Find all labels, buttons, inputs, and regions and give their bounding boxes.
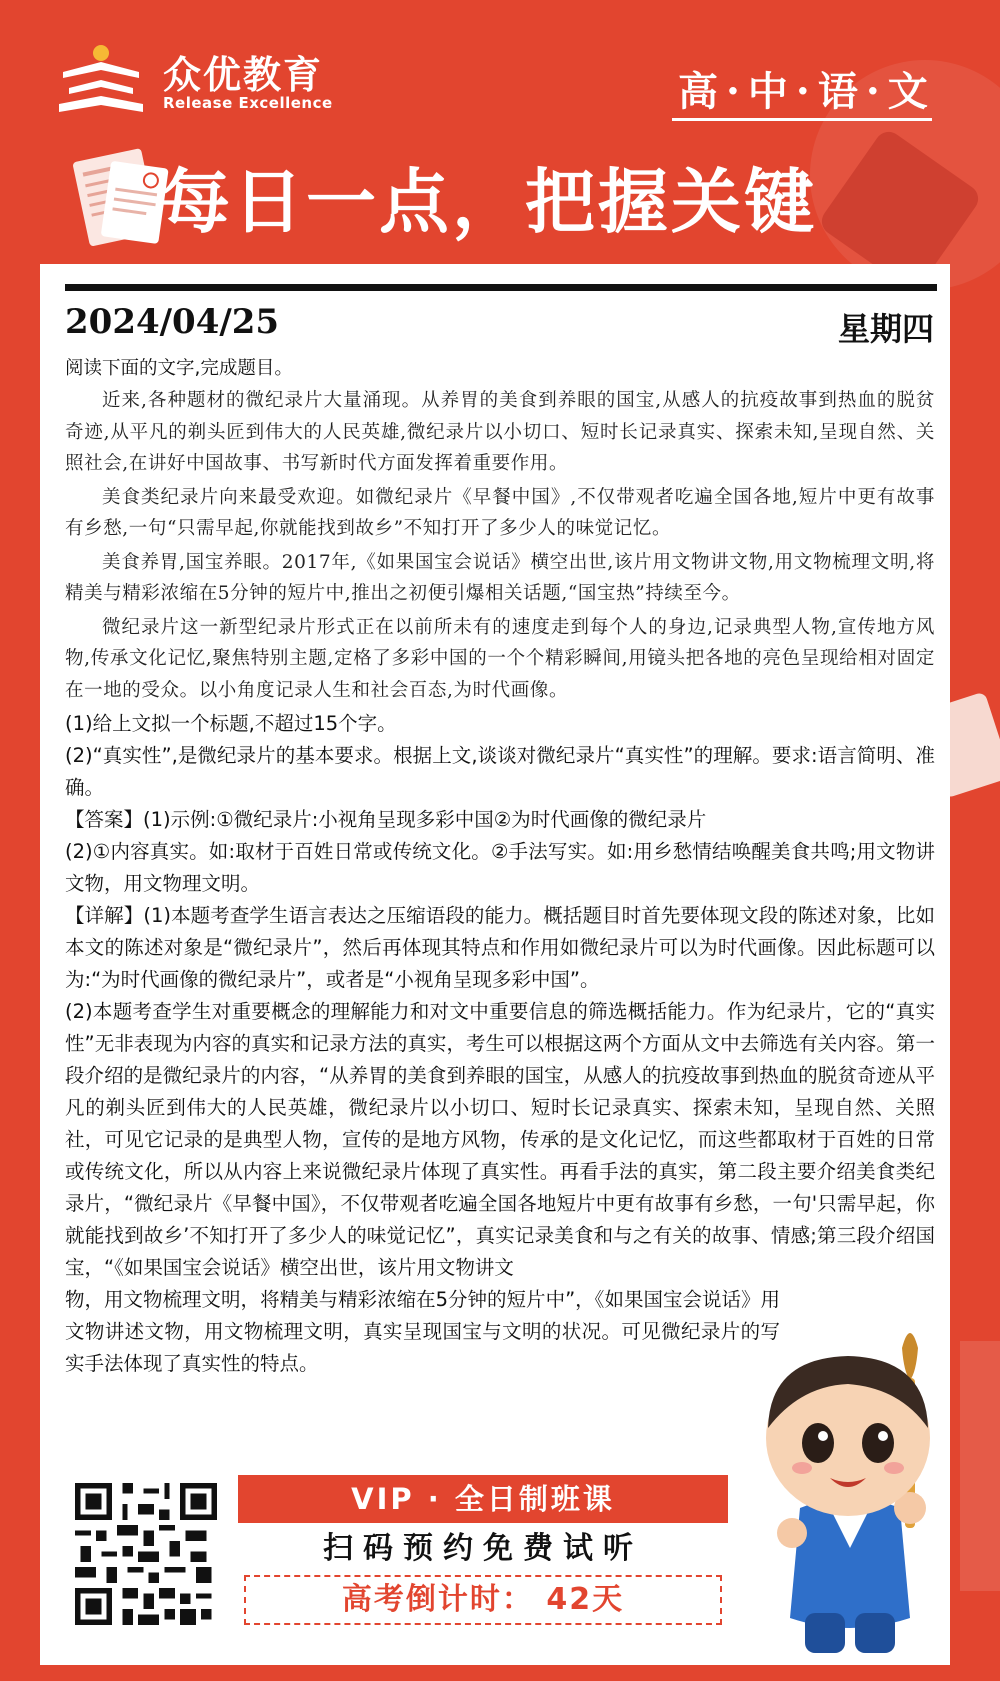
brand-name-cn: 众优教育 xyxy=(163,53,324,97)
qr-code-icon[interactable] xyxy=(70,1478,222,1630)
weekday-label: 星期四 xyxy=(837,310,934,348)
reading-passage xyxy=(65,385,935,706)
passage-paragraph: 近来,各种题材的微纪录片大量涌现。从养胃的美食到养眼的国宝,从感人的抗疫故事到热血的脱贫奇迹,从平凡的剃头匠到伟大的人民英雄,微纪录片以小切口、短时长记录真实、探索未知,呈现自然、关照社会,在讲好中国故事、书写新时代方面发挥着重要作用。 xyxy=(65,390,935,474)
scan-to-book-text: 扫码预约免费试听 xyxy=(323,1531,643,1566)
student-mascot-icon xyxy=(730,1318,970,1668)
explanation-tag: 【详解】 xyxy=(65,904,144,927)
explanation-text-1: (1)本题考查学生语言表达之压缩语段的能力。概括题目时首先要体现文段的陈述对象，比如本文的陈述对象是“微纪录片”，然后再体现其特点和作用如微纪录片可以为时代画像。因此标题可以为:“为时代画像的微纪录片”，或者是“小视角呈现多彩中国”。 xyxy=(65,904,935,991)
card-top-rule xyxy=(65,284,937,291)
passage-paragraph: 美食养胃,国宝养眼。2017年,《如果国宝会说话》横空出世,该片用文物讲文物,用文物梳理文明,将精美与精彩浓缩在5分钟的短片中,推出之初便引爆相关话题,“国宝热”持续至今。 xyxy=(65,551,935,604)
brand-logo xyxy=(55,38,333,118)
question-1: (1)给上文拟一个标题,不超过15个字。 xyxy=(65,712,397,735)
answer-tag: 【答案】 xyxy=(65,808,144,831)
explanation-part-1 xyxy=(65,900,935,996)
question-2: (2)“真实性”,是微纪录片的基本要求。根据上文,谈谈对微纪录片“真实性”的理解。要求:语言简明、准确。 xyxy=(65,744,935,799)
brand-name-en: Release Excellence xyxy=(163,94,333,112)
answer-part-1 xyxy=(65,804,935,836)
subject-underline xyxy=(672,118,932,121)
vip-course-banner[interactable] xyxy=(238,1475,728,1625)
slogan-title: 每日一点，把握关键 xyxy=(160,161,817,243)
subject-title: 高·中·语·文 xyxy=(678,68,936,115)
brand-logo-icon xyxy=(55,42,147,116)
article-body xyxy=(65,354,935,1380)
exam-paper-icon xyxy=(62,140,172,250)
vip-course-title: VIP · 全日制班课 xyxy=(238,1475,728,1523)
explanation-part-2-continued: 物，用文物梳理文明，将精美与精彩浓缩在5分钟的短片中”，《如果国宝会说话》用文物讲述文物，用文物梳理文明，真实呈现国宝与文明的状况。可见微纪录片的写实手法体现了真实性的特点。 xyxy=(65,1288,780,1375)
passage-paragraph: 微纪录片这一新型纪录片形式正在以前所未有的速度走到每个人的身边,记录典型人物,宣传地方风物,传承文化记忆,聚焦特别主题,定格了多彩中国的一个个精彩瞬间,用镜头把各地的亮色呈现给相对固定在一地的受众。以小角度记录人生和社会百态,为时代画像。 xyxy=(65,616,935,701)
passage-paragraph: 美食类纪录片向来最受欢迎。如微纪录片《早餐中国》,不仅带观者吃遍全国各地,短片中更有故事有乡愁,一句“只需早起,你就能找到故乡”不知打开了多少人的味觉记忆。 xyxy=(65,486,935,539)
instruction-text: 阅读下面的文字,完成题目。 xyxy=(65,358,293,379)
exam-countdown: 高考倒计时： 42天 xyxy=(244,1575,722,1625)
answer-text-1: (1)示例:①微纪录片:小视角呈现多彩中国②为时代画像的微纪录片 xyxy=(143,808,707,831)
answer-part-2: (2)①内容真实。如:取材于百姓日常或传统文化。②手法写实。如:用乡愁情结唤醒美食共鸣;用文物讲文物，用文物理文明。 xyxy=(65,840,935,895)
explanation-part-2: (2)本题考查学生对重要概念的理解能力和对文中重要信息的筛选概括能力。作为纪录片，它的“真实性”无非表现为内容的真实和记录方法的真实，考生可以根据这两个方面从文中去筛选有关内容。第一段介绍的是微纪录片的内容，“从养胃的美食到养眼的国宝，从感人的抗疫故事到热血的脱贫奇迹从平凡的剃头匠到伟大的人民英雄，微纪录片以小切口、短时长记录真实、探索未知，呈现自然、关照社，可见它记录的是典型人物，宣传的是地方风物，传承的是文化记忆，而这些都取材于百姓的日常或传统文化，所以从内容上来说微纪录片体现了真实性。再看手法的真实，第二段主要介绍美食类纪录片，“微纪录片《早餐中国》，不仅带观者吃遍全国各地短片中更有故事有乡愁，一句'只需早起，你就能找到故乡’不知打开了多少人的味觉记忆”，真实记录美食和与之有关的故事、情感;第三段介绍国宝，“《如果国宝会说话》横空出世，该片用文物讲文 xyxy=(65,1000,935,1279)
date-label: 2024/04/25 xyxy=(65,302,280,342)
